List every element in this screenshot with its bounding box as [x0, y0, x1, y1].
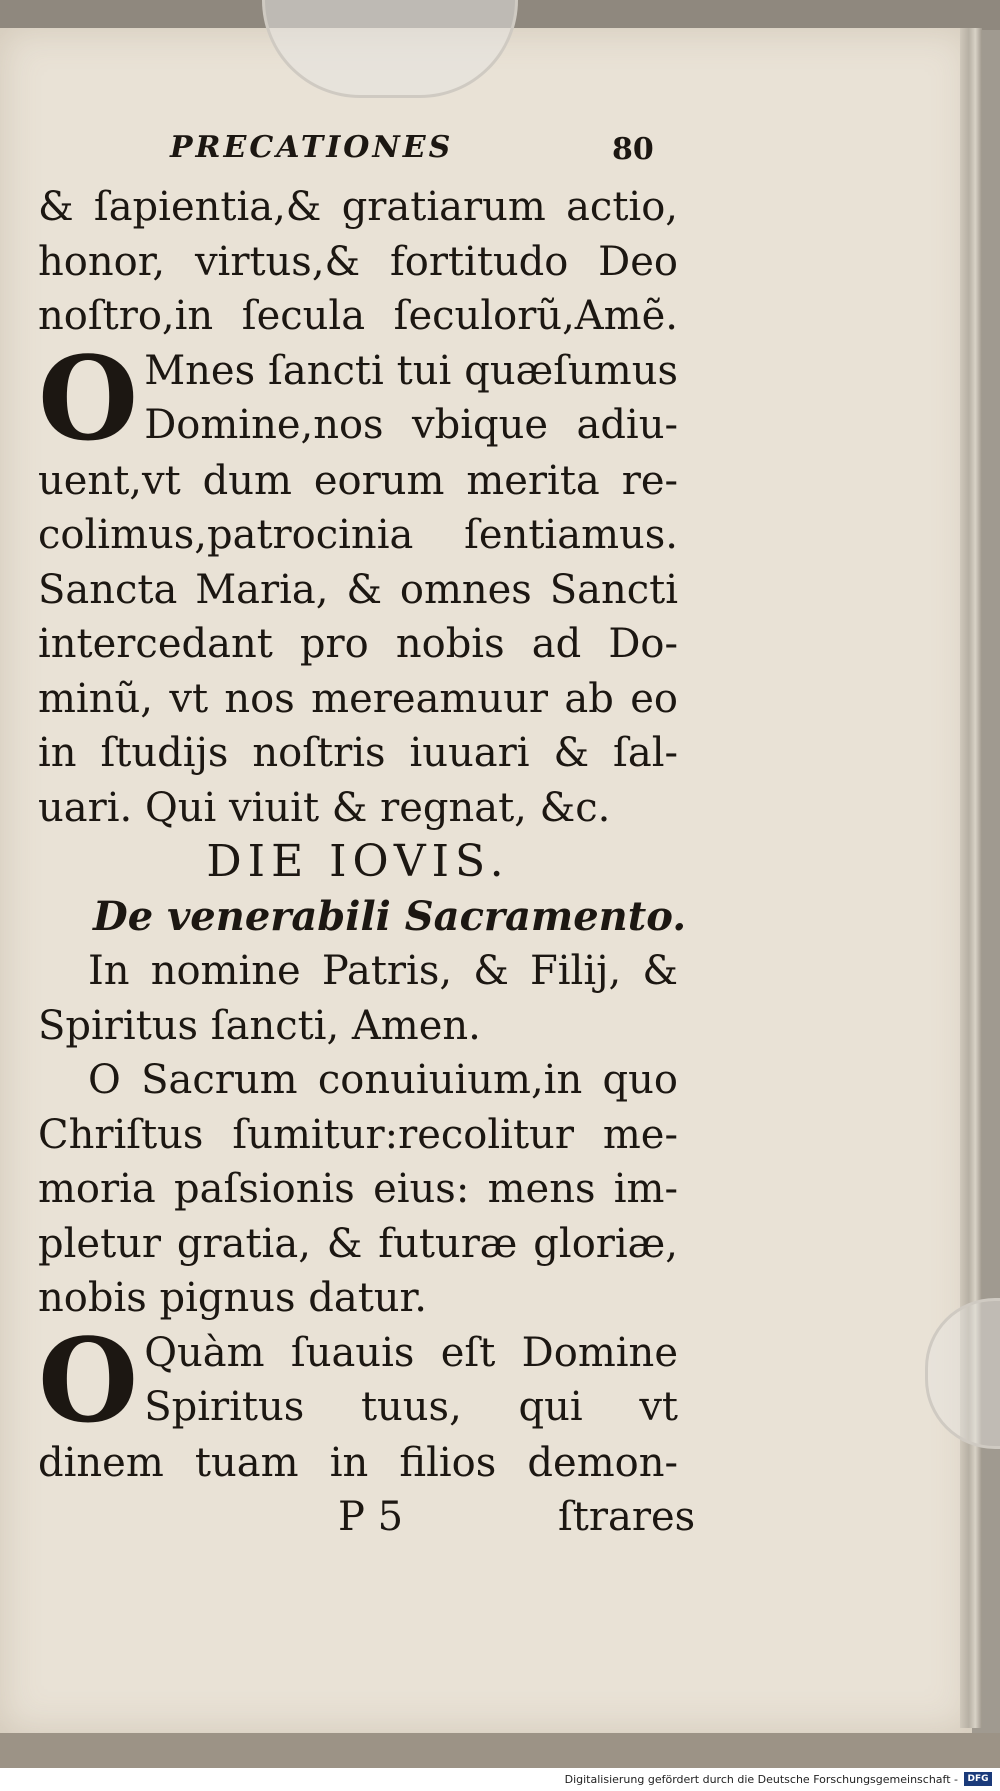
section-heading: DIE IOVIS.: [206, 836, 510, 887]
funding-credit: Digitalisierung gefördert durch die Deutsche Forschungsgemeinschaft -: [564, 1773, 958, 1786]
text-line: In nomine Patris, & Filij, &: [88, 948, 678, 994]
catchword: ſtrares: [558, 1494, 696, 1540]
section-subheading: De venerabili Sacramento.: [93, 892, 687, 940]
drop-capital: O: [38, 331, 139, 467]
text-line: intercedant pro nobis ad Do-: [38, 621, 678, 667]
running-head: PRECATIONES: [170, 130, 454, 165]
text-line: O Sacrum conuiuium,in quo: [88, 1057, 678, 1103]
text-line: dinem tuam in filios demon-: [38, 1439, 678, 1486]
text-line: uent,vt dum eorum merita re-: [38, 457, 678, 504]
dfg-logo: DFG: [964, 1772, 992, 1786]
paragraph-quam-suauis: [38, 1313, 678, 1491]
text-line: Chriſtus ſumitur:recolitur me-: [38, 1111, 678, 1158]
book-bottom-edge: [0, 1733, 1000, 1768]
text-line: Mnes ſancti tui quæſumus: [144, 347, 678, 394]
text-line: Sancta Maria, & omnes Sancti: [38, 566, 678, 613]
text-line: pletur gratia, & futuræ gloriæ,: [38, 1220, 678, 1267]
text-line: minũ, vt nos mereamuur ab eo: [38, 675, 678, 722]
text-line: moria paſsionis eius: mens im-: [38, 1166, 678, 1212]
text-line: nobis pignus datur.: [38, 1275, 427, 1321]
drop-capital: O: [38, 1313, 139, 1449]
text-line: colimus,patrocinia ſentiamus.: [38, 512, 678, 558]
text-line: & ſapientia,& gratiarum actio,: [38, 184, 678, 230]
paragraph-omnes-sancti: [38, 331, 678, 836]
text-line: Spiritus tuus, qui vt: [144, 1384, 678, 1430]
text-line: in ſtudijs noſtris iuuari & ſal-: [38, 730, 678, 776]
page-foot: [38, 1490, 696, 1545]
text-line: Quàm ſuauis eſt Domine: [144, 1329, 678, 1376]
text-line: Spiritus ſancti, Amen.: [38, 1002, 481, 1049]
page-stack-edge: [960, 28, 982, 1728]
page-number: 80: [612, 132, 654, 167]
page-text: [38, 180, 696, 1545]
text-line: uari. Qui viuit & regnat, &c.: [38, 784, 611, 831]
text-line: honor, virtus,& fortitudo Deo: [38, 238, 678, 285]
text-line: Domine,nos vbique adiu-: [144, 402, 678, 448]
text-line: noſtro,in ſecula ſeculorũ,Amẽ.: [38, 293, 678, 339]
signature-mark: P 5: [338, 1494, 404, 1540]
digitization-footer: [0, 1768, 1000, 1791]
